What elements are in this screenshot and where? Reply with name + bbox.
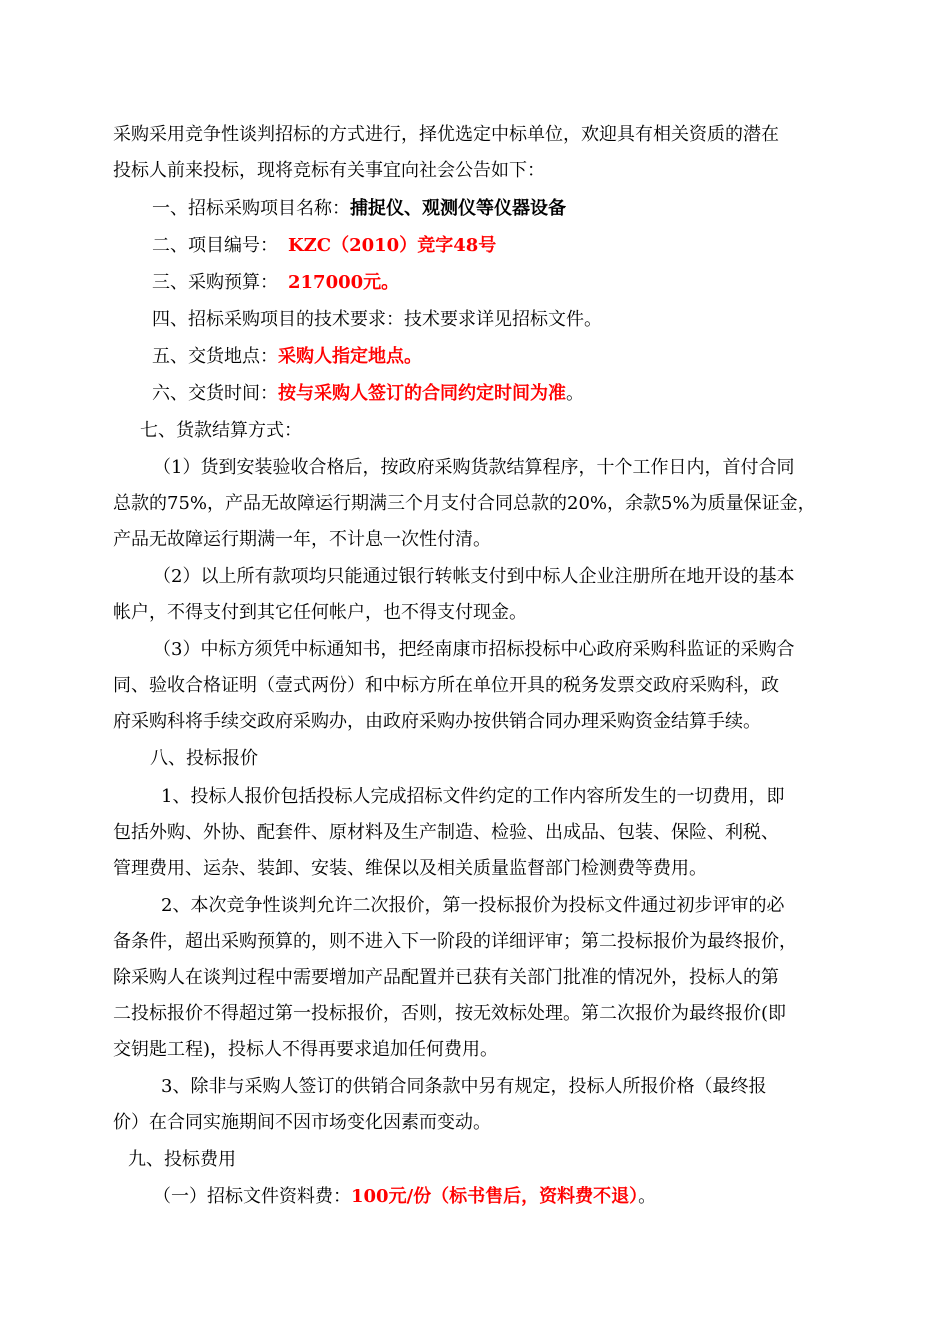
section-heading-payment: 七、货款结算方式： bbox=[140, 420, 302, 441]
bid-price-p3-line-2: 价）在合同实施期间不因市场变化因素而变动。 bbox=[113, 1112, 491, 1133]
item-label: 五、交货地点： bbox=[152, 346, 278, 367]
item-delivery-place bbox=[0, 345, 950, 369]
budget-value: 217000元。 bbox=[288, 272, 400, 293]
payment-p1-line-3: 产品无故障运行期满一年，不计息一次性付清。 bbox=[113, 529, 491, 550]
project-name-value: 捕捉仪、观测仪等仪器设备 bbox=[350, 198, 566, 219]
item-label: 六、交货时间： bbox=[152, 383, 278, 404]
item-delivery-time bbox=[0, 382, 950, 406]
document-fee-suffix: 。 bbox=[638, 1186, 657, 1207]
payment-p1-line-1: （1）货到安装验收合格后，按政府采购货款结算程序，十个工作日内，首付合同 bbox=[153, 457, 795, 478]
project-number-value: KZC（2010）竞字48号 bbox=[288, 235, 497, 256]
item-project-name bbox=[0, 197, 950, 221]
bid-price-p3-line-1: 3、除非与采购人签订的供销合同条款中另有规定，投标人所报价格（最终报 bbox=[161, 1076, 767, 1097]
bid-price-p2-line-2: 备条件，超出采购预算的，则不进入下一阶段的详细评审；第二投标报价为最终报价， bbox=[113, 931, 797, 952]
item-label: 二、项目编号： bbox=[152, 235, 278, 256]
item-budget bbox=[0, 271, 950, 295]
bid-price-p2-line-3: 除采购人在谈判过程中需要增加产品配置并已获有关部门批准的情况外，投标人的第 bbox=[113, 967, 779, 988]
item-label: 一、招标采购项目名称： bbox=[152, 198, 350, 219]
section-heading-bid-cost: 九、投标费用 bbox=[128, 1149, 236, 1170]
bid-price-p2-line-4: 二投标报价不得超过第一投标报价，否则，按无效标处理。第二次报价为最终报价(即 bbox=[113, 1003, 787, 1024]
payment-p3-line-3: 府采购科将手续交政府采购办，由政府采购办按供销合同办理采购资金结算手续。 bbox=[113, 711, 761, 732]
intro-line-2: 投标人前来投标，现将竞标有关事宜向社会公告如下： bbox=[113, 160, 545, 181]
bid-price-p1-line-2: 包括外购、外协、配套件、原材料及生产制造、检验、出成品、包装、保险、利税、 bbox=[113, 822, 779, 843]
bid-price-p2-line-1: 2、本次竞争性谈判允许二次报价，第一投标报价为投标文件通过初步评审的必 bbox=[161, 895, 785, 916]
section-heading-bid-price: 八、投标报价 bbox=[150, 748, 258, 769]
item-project-number bbox=[0, 234, 950, 258]
bid-price-p1-line-1: 1、投标人报价包括投标人完成招标文件约定的工作内容所发生的一切费用，即 bbox=[161, 786, 785, 807]
payment-p2-line-1: （2）以上所有款项均只能通过银行转帐支付到中标人企业注册所在地开设的基本 bbox=[153, 566, 795, 587]
item-technical-requirements: 四、招标采购项目的技术要求：技术要求详见招标文件。 bbox=[152, 309, 602, 330]
payment-p1-line-2: 总款的75%，产品无故障运行期满三个月支付合同总款的20%，余款5%为质量保证金， bbox=[113, 493, 816, 514]
document-fee-value: 100元/份（标书售后，资料费不退） bbox=[351, 1186, 639, 1207]
document-fee-line bbox=[0, 1185, 950, 1209]
payment-p3-line-2: 同、验收合格证明（壹式两份）和中标方所在单位开具的税务发票交政府采购科，政 bbox=[113, 675, 779, 696]
bid-price-p1-line-3: 管理费用、运杂、装卸、安装、维保以及相关质量监督部门检测费等费用。 bbox=[113, 858, 707, 879]
delivery-time-suffix: 。 bbox=[566, 383, 584, 404]
document-fee-label: （一）招标文件资料费： bbox=[153, 1186, 351, 1207]
intro-line-1: 采购采用竞争性谈判招标的方式进行，择优选定中标单位，欢迎具有相关资质的潜在 bbox=[113, 124, 779, 145]
delivery-place-value: 采购人指定地点。 bbox=[278, 346, 422, 367]
payment-p2-line-2: 帐户，不得支付到其它任何帐户，也不得支付现金。 bbox=[113, 602, 527, 623]
bid-price-p2-line-5: 交钥匙工程)，投标人不得再要求追加任何费用。 bbox=[113, 1039, 499, 1060]
payment-p3-line-1: （3）中标方须凭中标通知书，把经南康市招标投标中心政府采购科监证的采购合 bbox=[153, 639, 795, 660]
item-label: 三、采购预算： bbox=[152, 272, 278, 293]
delivery-time-value: 按与采购人签订的合同约定时间为准 bbox=[278, 383, 566, 404]
